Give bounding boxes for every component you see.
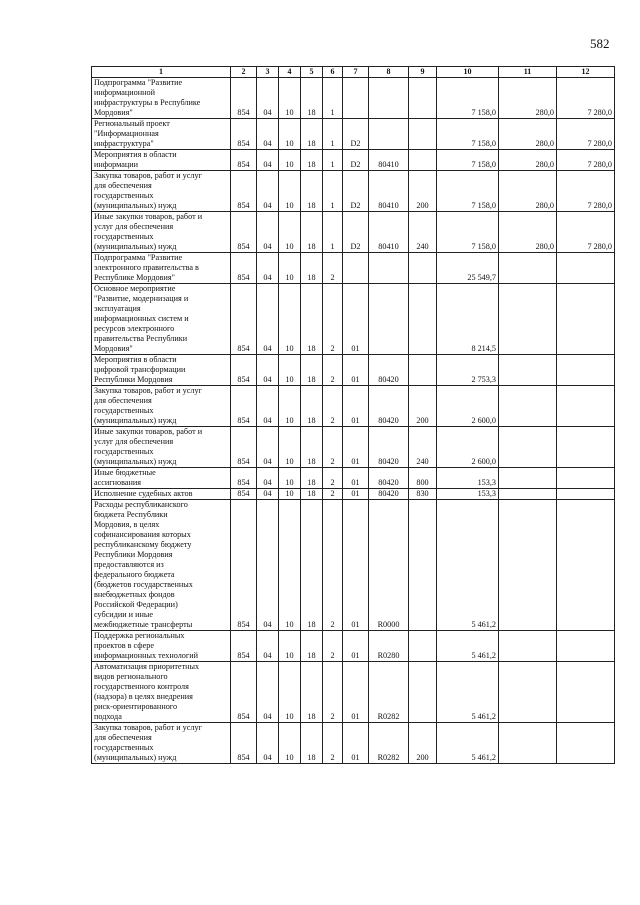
row-cell-c5: 18 bbox=[301, 253, 323, 284]
table-row bbox=[92, 468, 615, 489]
row-cell-c2: 854 bbox=[231, 386, 257, 427]
row-cell-c7: D2 bbox=[343, 212, 369, 253]
row-cell-c10: 7 158,0 bbox=[437, 78, 499, 119]
row-cell-c8: 80420 bbox=[369, 427, 409, 468]
row-cell-c5: 18 bbox=[301, 427, 323, 468]
row-cell-c3: 04 bbox=[257, 150, 279, 171]
table-row bbox=[92, 212, 615, 253]
row-cell-c8 bbox=[369, 284, 409, 355]
row-cell-c10: 5 461,2 bbox=[437, 500, 499, 631]
row-cell-c2: 854 bbox=[231, 500, 257, 631]
row-cell-c10: 2 600,0 bbox=[437, 386, 499, 427]
row-cell-c4: 10 bbox=[279, 631, 301, 662]
row-cell-c5: 18 bbox=[301, 150, 323, 171]
column-header-6: 6 bbox=[323, 67, 343, 78]
column-header-12: 12 bbox=[557, 67, 615, 78]
row-cell-c8: 80420 bbox=[369, 355, 409, 386]
row-cell-c8: 80410 bbox=[369, 171, 409, 212]
row-cell-c11 bbox=[499, 284, 557, 355]
row-cell-c2: 854 bbox=[231, 427, 257, 468]
row-cell-c6: 2 bbox=[323, 355, 343, 386]
row-cell-c11 bbox=[499, 631, 557, 662]
row-name-cell: Иные закупки товаров, работ и услуг для обеспечения государственных (муниципальных) нужд bbox=[92, 212, 231, 253]
row-cell-c9 bbox=[409, 119, 437, 150]
row-cell-c2: 854 bbox=[231, 723, 257, 764]
row-cell-c11: 280,0 bbox=[499, 212, 557, 253]
row-cell-c11: 280,0 bbox=[499, 171, 557, 212]
row-cell-c6: 1 bbox=[323, 212, 343, 253]
row-cell-c7: 01 bbox=[343, 489, 369, 500]
row-cell-c7: 01 bbox=[343, 631, 369, 662]
row-cell-c7: D2 bbox=[343, 171, 369, 212]
row-cell-c2: 854 bbox=[231, 119, 257, 150]
row-cell-c8 bbox=[369, 119, 409, 150]
row-cell-c9: 800 bbox=[409, 468, 437, 489]
row-cell-c11 bbox=[499, 468, 557, 489]
row-cell-c2: 854 bbox=[231, 631, 257, 662]
row-cell-c10: 5 461,2 bbox=[437, 631, 499, 662]
row-cell-c2: 854 bbox=[231, 212, 257, 253]
column-header-4: 4 bbox=[279, 67, 301, 78]
row-cell-c11 bbox=[499, 662, 557, 723]
table-row bbox=[92, 662, 615, 723]
row-cell-c12 bbox=[557, 468, 615, 489]
row-cell-c7 bbox=[343, 78, 369, 119]
table-row bbox=[92, 171, 615, 212]
row-cell-c3: 04 bbox=[257, 489, 279, 500]
row-cell-c3: 04 bbox=[257, 631, 279, 662]
row-cell-c9: 240 bbox=[409, 212, 437, 253]
column-header-9: 9 bbox=[409, 67, 437, 78]
row-cell-c4: 10 bbox=[279, 78, 301, 119]
row-cell-c6: 2 bbox=[323, 284, 343, 355]
row-cell-c4: 10 bbox=[279, 253, 301, 284]
table-row bbox=[92, 150, 615, 171]
row-cell-c3: 04 bbox=[257, 119, 279, 150]
row-cell-c11 bbox=[499, 500, 557, 631]
table-row bbox=[92, 631, 615, 662]
row-cell-c3: 04 bbox=[257, 500, 279, 631]
budget-table bbox=[91, 66, 615, 764]
row-cell-c11 bbox=[499, 386, 557, 427]
row-cell-c2: 854 bbox=[231, 78, 257, 119]
table-row bbox=[92, 386, 615, 427]
row-cell-c4: 10 bbox=[279, 489, 301, 500]
row-name-cell: Подпрограмма "Развитие электронного правительства в Республике Мордовия" bbox=[92, 253, 231, 284]
row-cell-c4: 10 bbox=[279, 171, 301, 212]
row-cell-c11 bbox=[499, 253, 557, 284]
row-cell-c6: 2 bbox=[323, 500, 343, 631]
row-name-cell: Автоматизация приоритетных видов регионального государственного контроля (надзора) в целях внедрения риск-ориентированного подхода bbox=[92, 662, 231, 723]
row-cell-c10: 2 753,3 bbox=[437, 355, 499, 386]
row-cell-c8: R0282 bbox=[369, 662, 409, 723]
row-cell-c4: 10 bbox=[279, 150, 301, 171]
row-cell-c10: 7 158,0 bbox=[437, 171, 499, 212]
row-cell-c10: 7 158,0 bbox=[437, 150, 499, 171]
row-cell-c4: 10 bbox=[279, 427, 301, 468]
row-cell-c5: 18 bbox=[301, 212, 323, 253]
table-row bbox=[92, 355, 615, 386]
row-cell-c11: 280,0 bbox=[499, 150, 557, 171]
row-cell-c5: 18 bbox=[301, 468, 323, 489]
row-name-cell: Подпрограмма "Развитие информационной инфраструктуры в Республике Мордовия" bbox=[92, 78, 231, 119]
row-cell-c10: 153,3 bbox=[437, 489, 499, 500]
row-cell-c3: 04 bbox=[257, 468, 279, 489]
row-cell-c10: 2 600,0 bbox=[437, 427, 499, 468]
row-cell-c4: 10 bbox=[279, 386, 301, 427]
row-cell-c4: 10 bbox=[279, 500, 301, 631]
row-cell-c12 bbox=[557, 253, 615, 284]
row-cell-c4: 10 bbox=[279, 468, 301, 489]
row-cell-c4: 10 bbox=[279, 662, 301, 723]
row-cell-c7: 01 bbox=[343, 662, 369, 723]
row-name-cell: Основное мероприятие "Развитие, модернизация и эксплуатация информационных систем и ресурсов электронного правительства Республики Мордовия" bbox=[92, 284, 231, 355]
column-header-7: 7 bbox=[343, 67, 369, 78]
row-cell-c6: 1 bbox=[323, 78, 343, 119]
column-header-5: 5 bbox=[301, 67, 323, 78]
row-cell-c12 bbox=[557, 723, 615, 764]
row-cell-c8: 80420 bbox=[369, 489, 409, 500]
row-cell-c8: 80410 bbox=[369, 212, 409, 253]
table-row bbox=[92, 723, 615, 764]
row-cell-c6: 2 bbox=[323, 386, 343, 427]
column-header-8: 8 bbox=[369, 67, 409, 78]
row-cell-c8 bbox=[369, 253, 409, 284]
row-cell-c9: 200 bbox=[409, 723, 437, 764]
row-cell-c2: 854 bbox=[231, 468, 257, 489]
row-cell-c12 bbox=[557, 631, 615, 662]
row-cell-c5: 18 bbox=[301, 631, 323, 662]
row-cell-c8: R0282 bbox=[369, 723, 409, 764]
row-cell-c4: 10 bbox=[279, 119, 301, 150]
row-cell-c10: 25 549,7 bbox=[437, 253, 499, 284]
row-cell-c3: 04 bbox=[257, 78, 279, 119]
row-cell-c9 bbox=[409, 631, 437, 662]
row-cell-c12: 7 280,0 bbox=[557, 212, 615, 253]
row-cell-c5: 18 bbox=[301, 171, 323, 212]
row-cell-c9: 200 bbox=[409, 386, 437, 427]
row-name-cell: Закупка товаров, работ и услуг для обеспечения государственных (муниципальных) нужд bbox=[92, 171, 231, 212]
row-cell-c5: 18 bbox=[301, 662, 323, 723]
header-row bbox=[92, 67, 615, 78]
row-cell-c8: 80420 bbox=[369, 386, 409, 427]
row-cell-c4: 10 bbox=[279, 723, 301, 764]
column-header-3: 3 bbox=[257, 67, 279, 78]
row-cell-c9: 830 bbox=[409, 489, 437, 500]
row-cell-c10: 7 158,0 bbox=[437, 119, 499, 150]
row-name-cell: Расходы республиканского бюджета Республики Мордовия, в целях софинансирования которых республиканскому бюджету Республики Мордовия предоставляются из федерального бюджета (бюджетов государственных внебюджетных фондов Российской Федерации) субсидии и иные межбюджетные трансферты bbox=[92, 500, 231, 631]
row-cell-c3: 04 bbox=[257, 386, 279, 427]
row-cell-c7: D2 bbox=[343, 150, 369, 171]
row-cell-c3: 04 bbox=[257, 284, 279, 355]
table-row bbox=[92, 253, 615, 284]
row-cell-c6: 2 bbox=[323, 468, 343, 489]
row-cell-c6: 1 bbox=[323, 150, 343, 171]
row-cell-c7: D2 bbox=[343, 119, 369, 150]
row-name-cell: Исполнение судебных актов bbox=[92, 489, 231, 500]
row-cell-c3: 04 bbox=[257, 171, 279, 212]
row-cell-c8: 80410 bbox=[369, 150, 409, 171]
row-cell-c12: 7 280,0 bbox=[557, 150, 615, 171]
row-cell-c12 bbox=[557, 386, 615, 427]
row-cell-c7: 01 bbox=[343, 427, 369, 468]
row-cell-c6: 2 bbox=[323, 427, 343, 468]
table-row bbox=[92, 500, 615, 631]
row-cell-c9 bbox=[409, 662, 437, 723]
row-cell-c3: 04 bbox=[257, 253, 279, 284]
row-cell-c5: 18 bbox=[301, 355, 323, 386]
row-cell-c6: 2 bbox=[323, 253, 343, 284]
row-cell-c12 bbox=[557, 489, 615, 500]
column-header-10: 10 bbox=[437, 67, 499, 78]
column-header-2: 2 bbox=[231, 67, 257, 78]
row-cell-c8: R0280 bbox=[369, 631, 409, 662]
row-cell-c11: 280,0 bbox=[499, 119, 557, 150]
row-cell-c9 bbox=[409, 500, 437, 631]
row-name-cell: Закупка товаров, работ и услуг для обеспечения государственных (муниципальных) нужд bbox=[92, 386, 231, 427]
row-cell-c12 bbox=[557, 500, 615, 631]
row-cell-c7: 01 bbox=[343, 468, 369, 489]
row-cell-c4: 10 bbox=[279, 284, 301, 355]
row-cell-c12 bbox=[557, 427, 615, 468]
column-header-1: 1 bbox=[92, 67, 231, 78]
row-cell-c3: 04 bbox=[257, 355, 279, 386]
row-cell-c8: R0000 bbox=[369, 500, 409, 631]
row-name-cell: Иные бюджетные ассигнования bbox=[92, 468, 231, 489]
row-cell-c12: 7 280,0 bbox=[557, 78, 615, 119]
row-cell-c5: 18 bbox=[301, 500, 323, 631]
row-cell-c11 bbox=[499, 427, 557, 468]
table-row bbox=[92, 78, 615, 119]
row-name-cell: Поддержка региональных проектов в сфере информационных технологий bbox=[92, 631, 231, 662]
row-cell-c7: 01 bbox=[343, 723, 369, 764]
row-cell-c12: 7 280,0 bbox=[557, 119, 615, 150]
row-cell-c11 bbox=[499, 723, 557, 764]
row-cell-c11: 280,0 bbox=[499, 78, 557, 119]
row-cell-c5: 18 bbox=[301, 489, 323, 500]
table-row bbox=[92, 119, 615, 150]
row-cell-c5: 18 bbox=[301, 386, 323, 427]
row-cell-c5: 18 bbox=[301, 119, 323, 150]
row-cell-c11 bbox=[499, 489, 557, 500]
table-row bbox=[92, 489, 615, 500]
row-cell-c6: 2 bbox=[323, 723, 343, 764]
row-name-cell: Мероприятия в области информации bbox=[92, 150, 231, 171]
column-header-11: 11 bbox=[499, 67, 557, 78]
row-name-cell: Иные закупки товаров, работ и услуг для обеспечения государственных (муниципальных) нужд bbox=[92, 427, 231, 468]
row-name-cell: Региональный проект "Информационная инфраструктура" bbox=[92, 119, 231, 150]
row-cell-c2: 854 bbox=[231, 284, 257, 355]
row-cell-c2: 854 bbox=[231, 489, 257, 500]
row-cell-c5: 18 bbox=[301, 284, 323, 355]
row-cell-c11 bbox=[499, 355, 557, 386]
row-cell-c2: 854 bbox=[231, 150, 257, 171]
row-cell-c2: 854 bbox=[231, 662, 257, 723]
table-row bbox=[92, 427, 615, 468]
row-cell-c10: 7 158,0 bbox=[437, 212, 499, 253]
row-cell-c7: 01 bbox=[343, 284, 369, 355]
row-cell-c6: 1 bbox=[323, 171, 343, 212]
row-cell-c7: 01 bbox=[343, 386, 369, 427]
row-cell-c6: 2 bbox=[323, 662, 343, 723]
row-cell-c5: 18 bbox=[301, 78, 323, 119]
row-cell-c12 bbox=[557, 355, 615, 386]
row-cell-c9 bbox=[409, 284, 437, 355]
row-cell-c3: 04 bbox=[257, 723, 279, 764]
row-cell-c3: 04 bbox=[257, 662, 279, 723]
page-number: 582 bbox=[590, 36, 610, 51]
row-cell-c8: 80420 bbox=[369, 468, 409, 489]
row-cell-c3: 04 bbox=[257, 427, 279, 468]
row-cell-c6: 2 bbox=[323, 631, 343, 662]
row-cell-c9: 240 bbox=[409, 427, 437, 468]
row-cell-c10: 5 461,2 bbox=[437, 723, 499, 764]
row-cell-c9 bbox=[409, 150, 437, 171]
row-cell-c6: 2 bbox=[323, 489, 343, 500]
row-cell-c9 bbox=[409, 253, 437, 284]
row-cell-c9: 200 bbox=[409, 171, 437, 212]
row-cell-c2: 854 bbox=[231, 171, 257, 212]
row-cell-c4: 10 bbox=[279, 355, 301, 386]
row-cell-c3: 04 bbox=[257, 212, 279, 253]
row-cell-c12: 7 280,0 bbox=[557, 171, 615, 212]
row-cell-c2: 854 bbox=[231, 355, 257, 386]
row-name-cell: Закупка товаров, работ и услуг для обеспечения государственных (муниципальных) нужд bbox=[92, 723, 231, 764]
row-cell-c5: 18 bbox=[301, 723, 323, 764]
row-cell-c9 bbox=[409, 355, 437, 386]
row-cell-c4: 10 bbox=[279, 212, 301, 253]
row-name-cell: Мероприятия в области цифровой трансформации Республики Мордовия bbox=[92, 355, 231, 386]
row-cell-c6: 1 bbox=[323, 119, 343, 150]
row-cell-c7 bbox=[343, 253, 369, 284]
row-cell-c8 bbox=[369, 78, 409, 119]
row-cell-c7: 01 bbox=[343, 500, 369, 631]
row-cell-c7: 01 bbox=[343, 355, 369, 386]
row-cell-c9 bbox=[409, 78, 437, 119]
row-cell-c12 bbox=[557, 284, 615, 355]
row-cell-c2: 854 bbox=[231, 253, 257, 284]
row-cell-c10: 5 461,2 bbox=[437, 662, 499, 723]
row-cell-c10: 153,3 bbox=[437, 468, 499, 489]
row-cell-c10: 8 214,5 bbox=[437, 284, 499, 355]
row-cell-c12 bbox=[557, 662, 615, 723]
table-row bbox=[92, 284, 615, 355]
